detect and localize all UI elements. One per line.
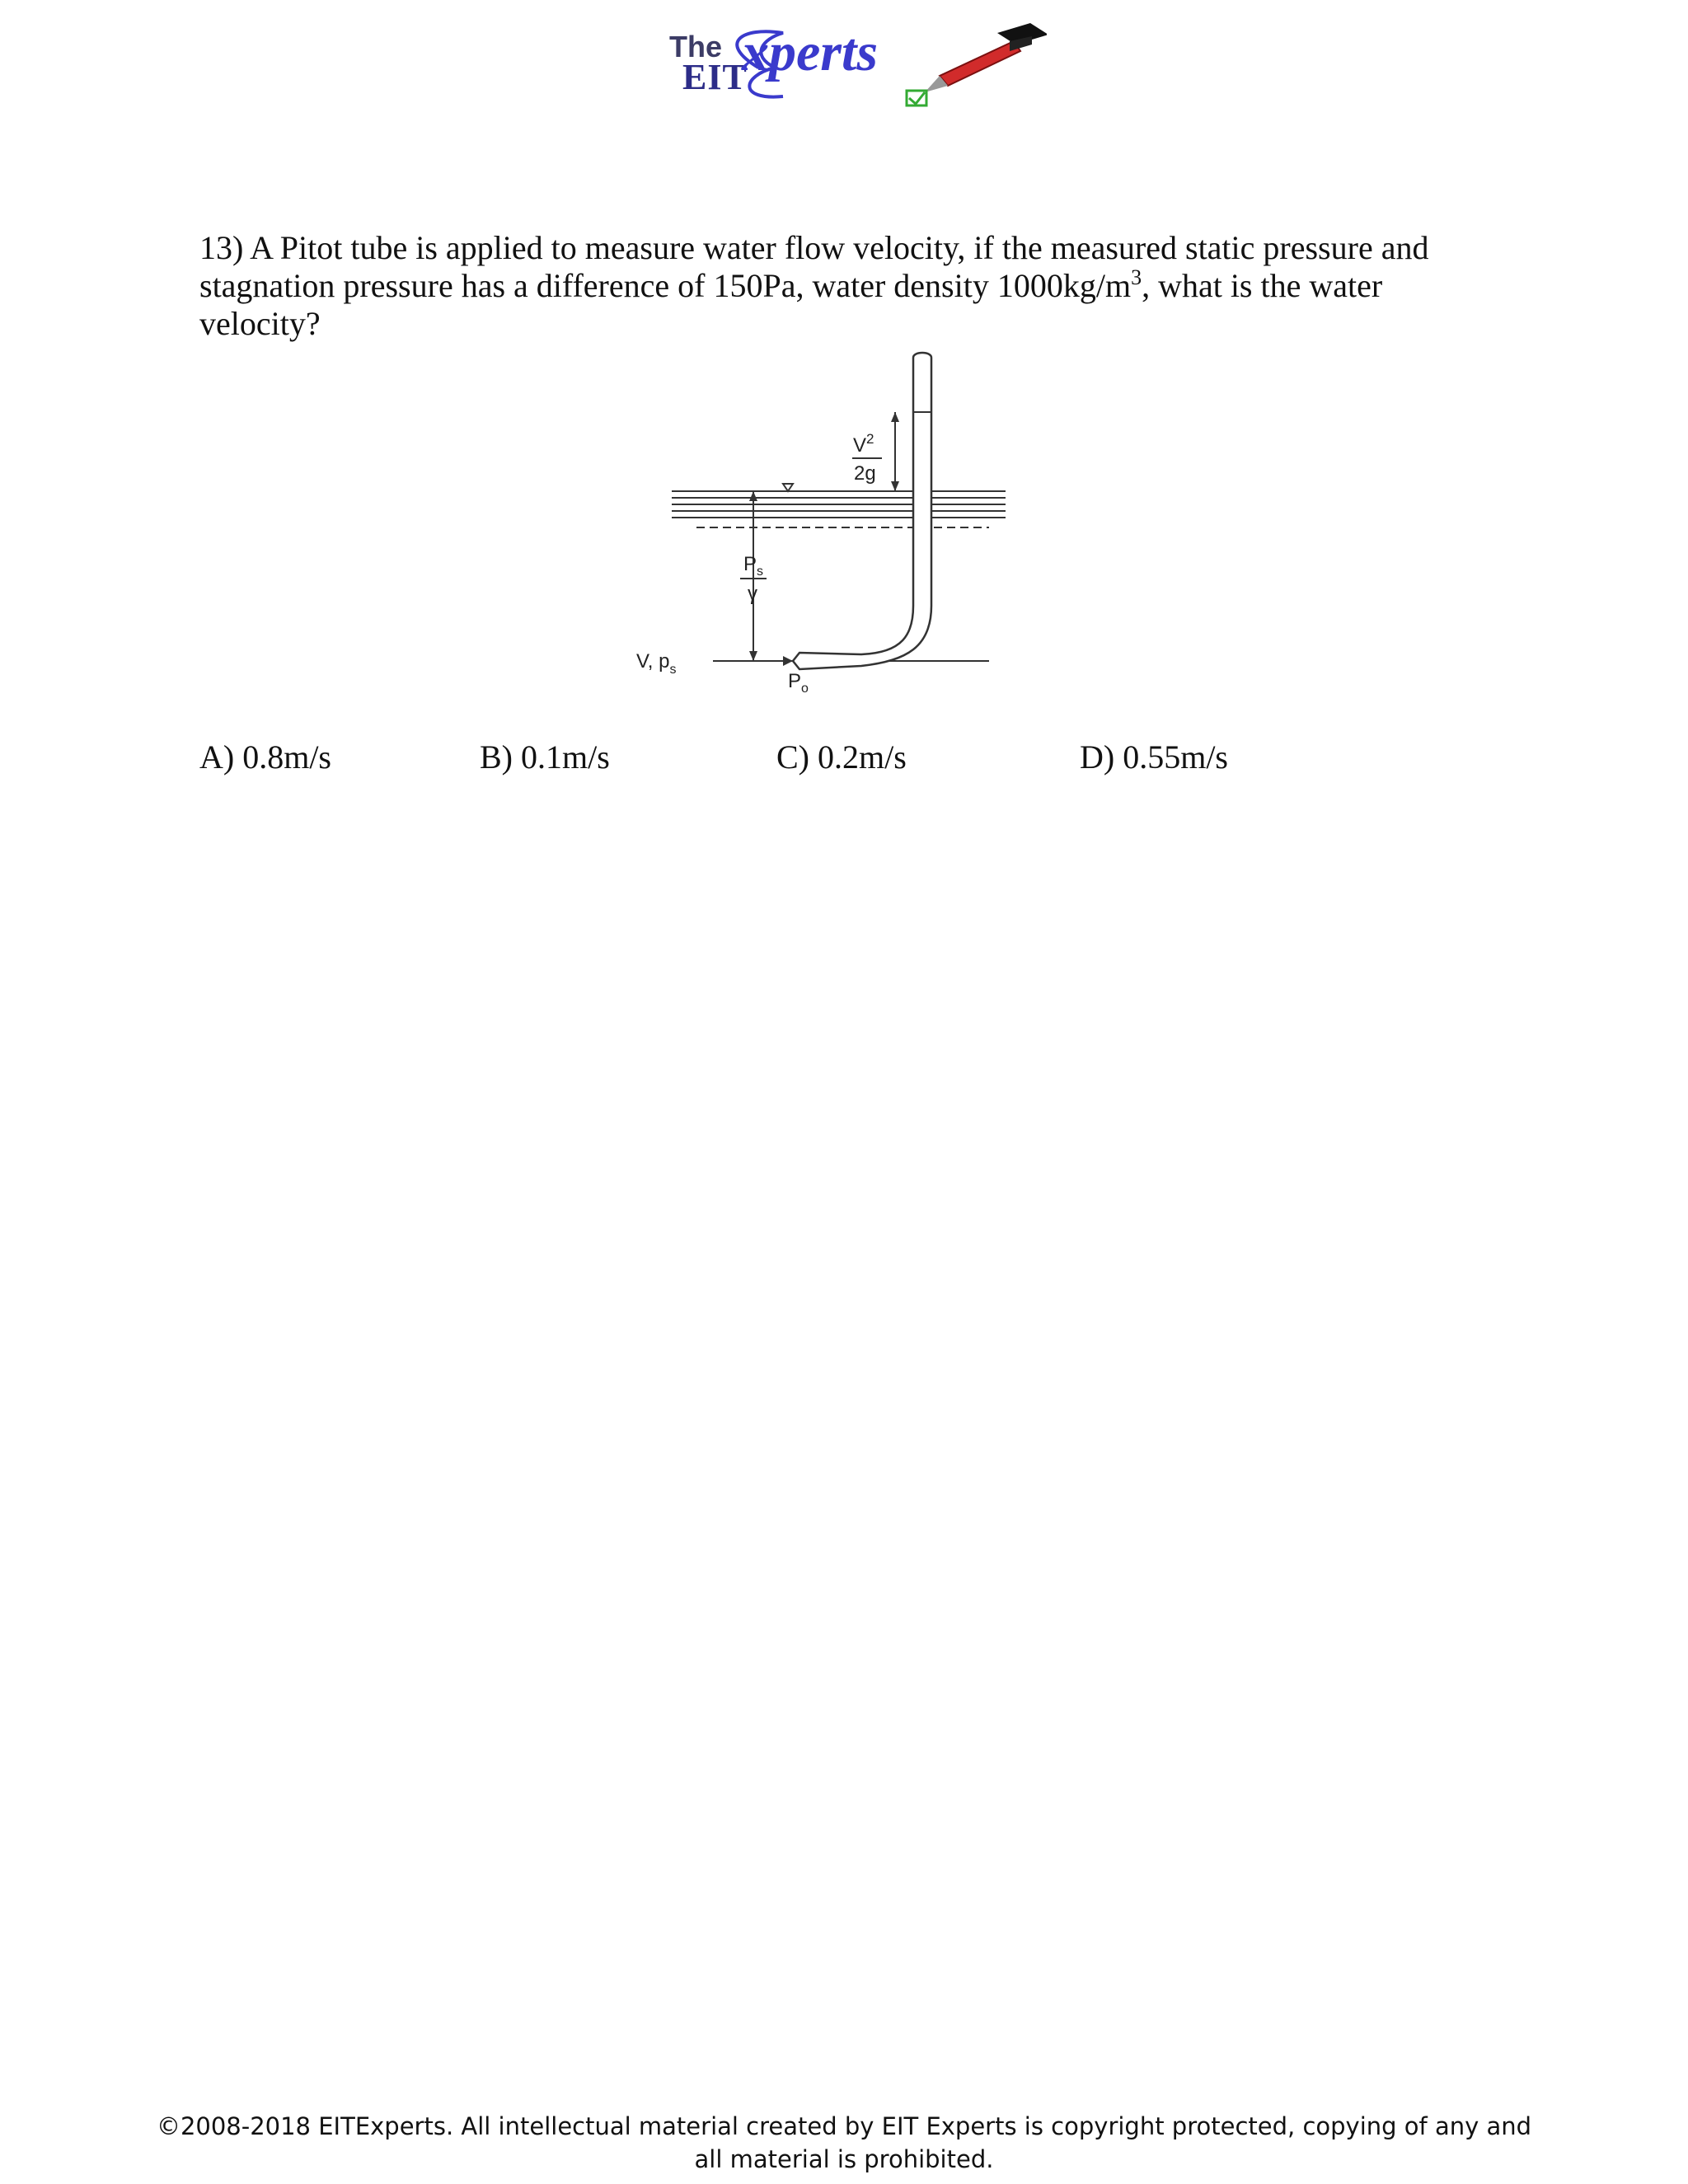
question-text (199, 229, 1502, 343)
logo-eit: EIT (682, 57, 748, 97)
copyright-line-2: all material is prohibited. (694, 2145, 994, 2173)
pressure-head-denominator: γ (748, 583, 757, 605)
option-d: D) 0.55m/s (1080, 738, 1228, 776)
stagnation-label: $P_o$ (788, 670, 809, 696)
copyright-line-1: ©2008-2018 EITExperts. All intellectual material created by EIT Experts is copyright protected, copying of any and (156, 2112, 1532, 2140)
water-level-marker (783, 484, 793, 491)
water-surface (672, 491, 1006, 527)
velocity-head-numerator: $V^2$ (853, 431, 874, 457)
question-text-tail: , what is the water velocity? (199, 267, 1383, 342)
option-c: C) 0.2m/s (776, 738, 907, 776)
pressure-head-numerator: $P_s$ (743, 553, 764, 579)
question-superscript: 3 (1131, 265, 1142, 289)
eit-experts-logo (659, 18, 1047, 117)
logo-script: xperts (742, 22, 878, 82)
logo-the: The (669, 30, 723, 63)
option-a: A) 0.8m/s (199, 738, 331, 776)
question-text-main: 13) A Pitot tube is applied to measure water flow velocity, if the measured static pressure and stagnation pressure has a difference of 150Pa, water density 1000kg/m (199, 229, 1429, 304)
pen-icon (940, 41, 1020, 86)
option-b: B) 0.1m/s (480, 738, 610, 776)
velocity-head-denominator: 2g (854, 462, 876, 485)
flow-arrowhead (783, 656, 793, 666)
flow-label: V, $p_s$ (636, 650, 677, 677)
pitot-tube-diagram (577, 346, 1039, 709)
copyright-footer (0, 2110, 1688, 2176)
